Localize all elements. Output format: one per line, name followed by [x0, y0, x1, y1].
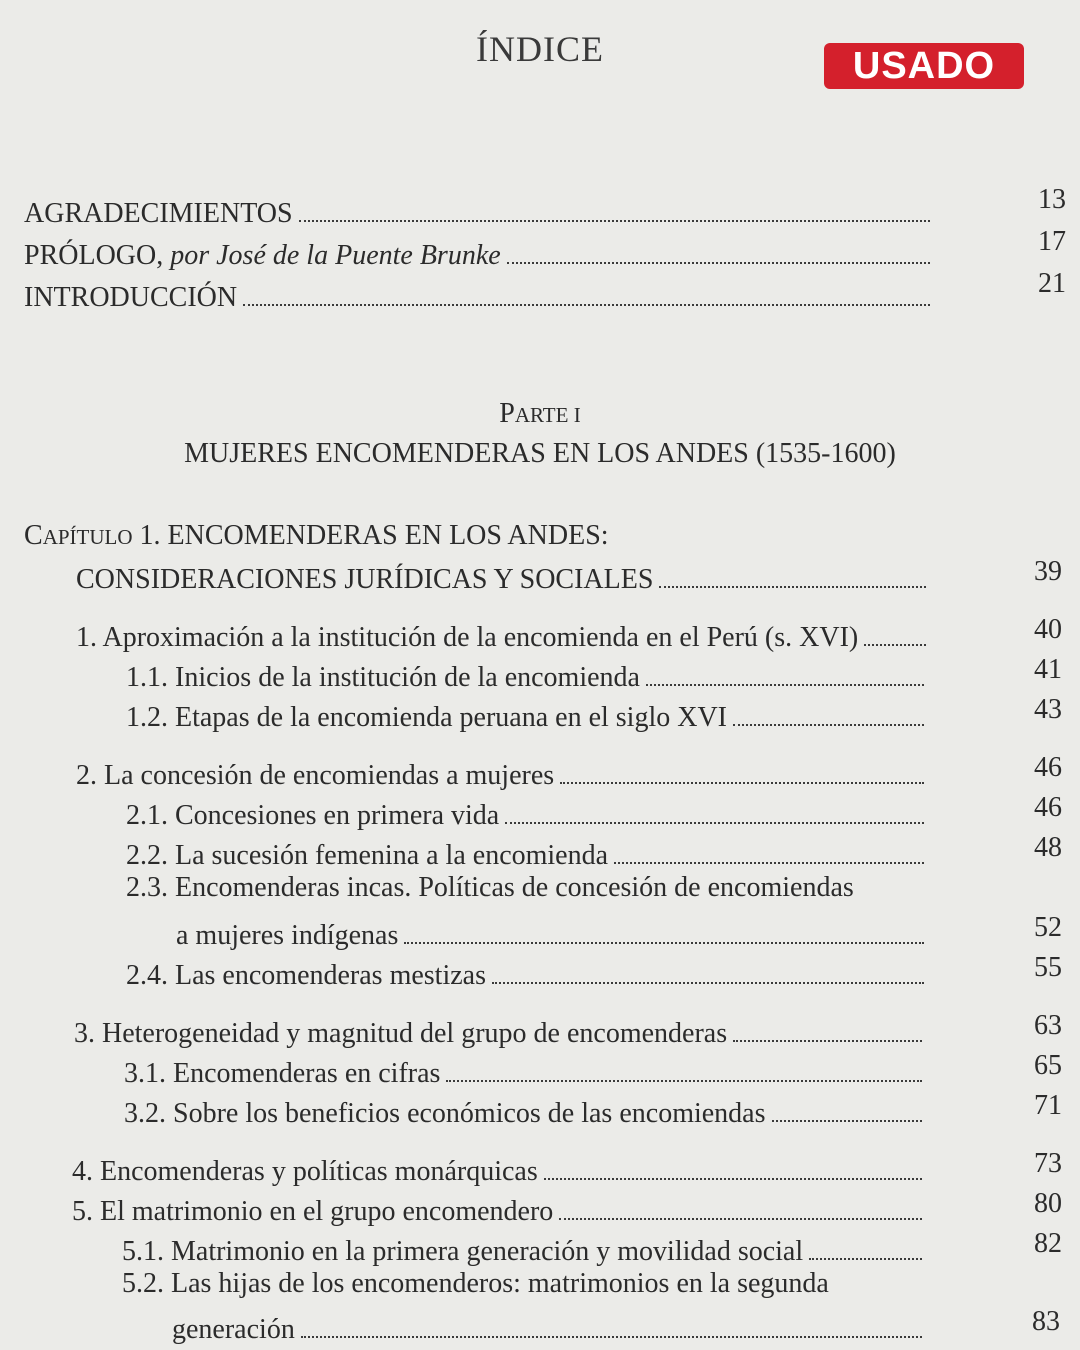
toc-row	[126, 792, 928, 832]
toc-label: 5.2. Las hijas de los encomenderos: matrimonios en la segunda	[122, 1268, 829, 1299]
dot-leader	[560, 781, 924, 784]
toc-page-number: 17	[1038, 226, 1066, 257]
toc-page-number: 71	[1034, 1090, 1062, 1121]
toc-page-number: 65	[1034, 1050, 1062, 1081]
dot-leader	[544, 1177, 922, 1180]
toc-row	[126, 694, 928, 734]
dot-leader	[299, 219, 930, 222]
toc-page-number: 46	[1034, 792, 1062, 823]
toc-label: 3.1. Encomenderas en cifras	[124, 1058, 441, 1089]
toc-row	[122, 1228, 926, 1268]
toc-label: 1. Aproximación a la institución de la encomienda en el Perú (s. XVI)	[76, 622, 859, 653]
toc-label: PRÓLOGO, por José de la Puente Brunke	[24, 240, 501, 271]
toc-page-number: 73	[1034, 1148, 1062, 1179]
dot-leader	[864, 643, 926, 646]
chapter-heading: CAPÍTULO 1. ENCOMENDERAS EN LOS ANDES:	[24, 520, 609, 551]
toc-label: 3.2. Sobre los beneficios económicos de las encomiendas	[124, 1098, 766, 1129]
toc-row-prologo	[24, 232, 934, 272]
toc-row-introduccion	[24, 274, 934, 314]
dot-leader	[772, 1119, 923, 1122]
toc-row	[72, 1148, 926, 1188]
chapter-row	[76, 556, 930, 596]
dot-leader	[301, 1335, 922, 1338]
toc-row	[126, 952, 928, 992]
toc-label: 5. El matrimonio en el grupo encomendero	[72, 1196, 554, 1227]
toc-row	[74, 1010, 926, 1050]
toc-row	[76, 614, 930, 654]
toc-page-number: 21	[1038, 268, 1066, 299]
dot-leader	[559, 1217, 922, 1220]
toc-label: 3. Heterogeneidad y magnitud del grupo de encomenderas	[74, 1018, 728, 1049]
toc-label: 2.3. Encomenderas incas. Políticas de concesión de encomiendas	[126, 872, 854, 903]
toc-page-number: 63	[1034, 1010, 1062, 1041]
toc-page-number: 39	[1034, 556, 1062, 587]
dot-leader	[492, 981, 924, 984]
toc-row	[124, 1050, 926, 1090]
dot-leader	[446, 1079, 922, 1082]
toc-row	[172, 1306, 926, 1346]
toc-page-number: 46	[1034, 752, 1062, 783]
dot-leader	[733, 723, 924, 726]
toc-label: 4. Encomenderas y políticas monárquicas	[72, 1156, 538, 1187]
toc-row	[76, 752, 928, 792]
dot-leader	[733, 1039, 922, 1042]
toc-label: 2. La concesión de encomiendas a mujeres	[76, 760, 555, 791]
toc-page-number: 41	[1034, 654, 1062, 685]
dot-leader	[809, 1257, 922, 1260]
toc-row	[124, 1090, 926, 1130]
toc-page-number: 48	[1034, 832, 1062, 863]
part-label: PARTE I	[499, 398, 581, 429]
toc-label: AGRADECIMIENTOS	[24, 198, 293, 229]
toc-label: 2.1. Concesiones en primera vida	[126, 800, 500, 831]
toc-label: 2.2. La sucesión femenina a la encomienda	[126, 840, 609, 871]
dot-leader	[404, 941, 924, 944]
toc-label: INTRODUCCIÓN	[24, 282, 238, 313]
toc-page-number: 13	[1038, 184, 1066, 215]
page-title: ÍNDICE	[476, 29, 604, 69]
dot-leader	[505, 821, 924, 824]
toc-label: 1.2. Etapas de la encomienda peruana en el siglo XVI	[126, 702, 728, 733]
toc-label: a mujeres indígenas	[176, 920, 399, 951]
toc-label: generación	[172, 1314, 295, 1345]
toc-row	[126, 832, 928, 872]
toc-page-number: 40	[1034, 614, 1062, 645]
toc-page-number: 52	[1034, 912, 1062, 943]
part-title: MUJERES ENCOMENDERAS EN LOS ANDES (1535-1600)	[184, 438, 896, 469]
toc-page-number: 43	[1034, 694, 1062, 725]
dot-leader	[614, 861, 924, 864]
toc-page-number: 55	[1034, 952, 1062, 983]
toc-row-agradecimientos	[24, 190, 934, 230]
toc-page-number: 82	[1034, 1228, 1062, 1259]
toc-row	[72, 1188, 926, 1228]
toc-label: CONSIDERACIONES JURÍDICAS Y SOCIALES	[76, 564, 654, 595]
toc-row	[176, 912, 928, 952]
dot-leader	[243, 303, 930, 306]
toc-page-number: 83	[1032, 1306, 1060, 1337]
toc-label: 5.1. Matrimonio en la primera generación y movilidad social	[122, 1236, 804, 1267]
toc-label: 1.1. Inicios de la institución de la encomienda	[126, 662, 640, 693]
dot-leader	[659, 585, 926, 588]
dot-leader	[507, 261, 930, 264]
toc-row	[126, 654, 928, 694]
toc-page-number: 80	[1034, 1188, 1062, 1219]
toc-label: 2.4. Las encomenderas mestizas	[126, 960, 486, 991]
dot-leader	[646, 683, 924, 686]
used-badge: USADO	[824, 43, 1024, 89]
